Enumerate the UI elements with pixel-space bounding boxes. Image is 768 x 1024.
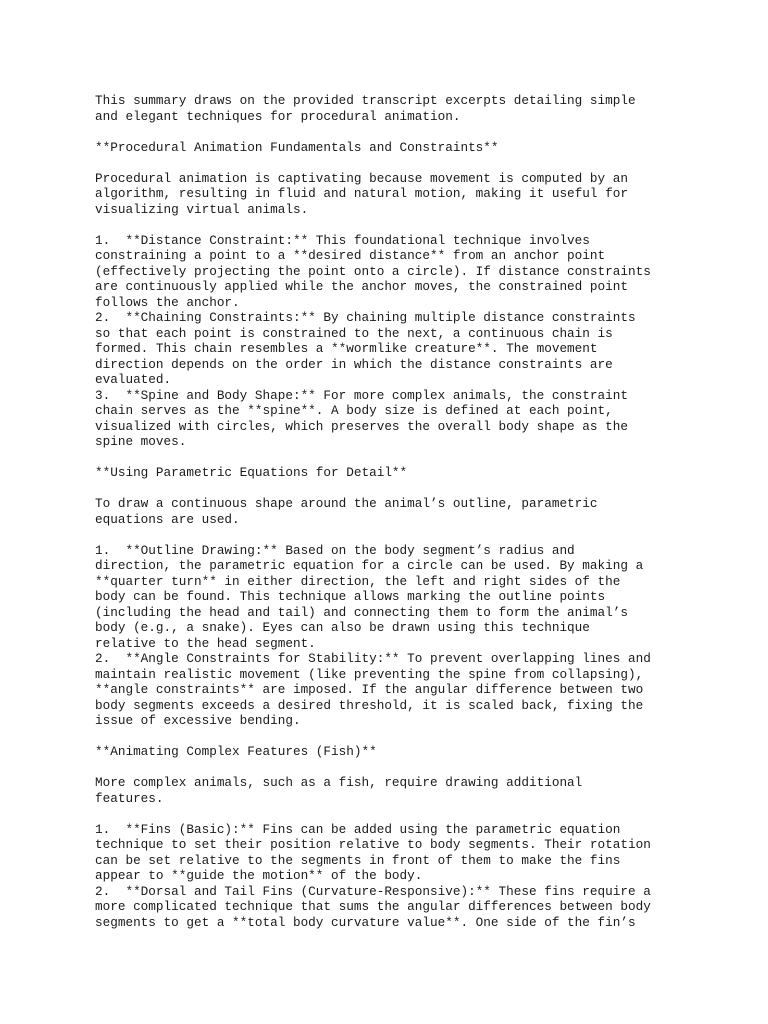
text-line: formed. This chain resembles a **wormlike creature**. The movement: [95, 341, 598, 356]
text-block: [95, 775, 695, 806]
text-line: are continuously applied while the anchor moves, the constrained point: [95, 279, 628, 294]
text-line: so that each point is constrained to the next, a continuous chain is: [95, 325, 613, 341]
text-line: (effectively projecting the point onto a circle). If distance constraints: [95, 263, 651, 279]
text-line: 2. **Angle Constraints for Stability:** To prevent overlapping lines and: [95, 651, 651, 666]
text-line: can be set relative to the segments in front of them to make the fins: [95, 852, 621, 868]
text-line: equations are used.: [95, 511, 240, 527]
text-block: [95, 140, 695, 156]
text-line: chain serves as the **spine**. A body size is defined at each point,: [95, 403, 613, 418]
text-line: 1. **Outline Drawing:** Based on the body segment’s radius and: [95, 542, 575, 558]
paragraph-gap: [95, 806, 695, 822]
text-block: [95, 93, 695, 124]
text-line: (including the head and tail) and connecting them to form the animal’s: [95, 604, 628, 620]
text-block: [95, 822, 695, 931]
text-line: spine moves.: [95, 434, 187, 449]
text-line: body segments exceeds a desired threshold, it is scaled back, fixing the: [95, 697, 644, 713]
text-line: features.: [95, 790, 164, 806]
text-line: and elegant techniques for procedural animation.: [95, 108, 461, 124]
text-line: To draw a continuous shape around the animal’s outline, parametric: [95, 496, 598, 511]
text-line: **Animating Complex Features (Fish)**: [95, 744, 377, 759]
paragraph-gap: [95, 155, 695, 171]
text-line: **angle constraints** are imposed. If the angular difference between two: [95, 682, 644, 697]
text-block: [95, 496, 695, 527]
text-line: body can be found. This technique allows marking the outline points: [95, 589, 606, 604]
paragraph-gap: [95, 481, 695, 497]
text-line: direction depends on the order in which the distance constraints are: [95, 356, 613, 372]
text-line: more complicated technique that sums the angular differences between body: [95, 899, 651, 914]
text-line: direction, the parametric equation for a circle can be used. By making a: [95, 558, 644, 573]
text-line: appear to **guide the motion** of the body.: [95, 868, 423, 883]
paragraph-gap: [95, 527, 695, 543]
text-line: constraining a point to a **desired distance** from an anchor point: [95, 248, 606, 263]
text-line: body (e.g., a snake). Eyes can also be drawn using this technique: [95, 620, 590, 635]
text-line: This summary draws on the provided transcript excerpts detailing simple: [95, 93, 636, 108]
text-line: More complex animals, such as a fish, require drawing additional: [95, 775, 583, 790]
text-line: evaluated.: [95, 372, 172, 387]
text-line: **Using Parametric Equations for Detail**: [95, 465, 408, 480]
paragraph-gap: [95, 760, 695, 776]
text-line: 3. **Spine and Body Shape:** For more complex animals, the constraint: [95, 387, 628, 403]
text-block: [95, 744, 695, 760]
text-line: technique to set their position relative to body segments. Their rotation: [95, 837, 651, 852]
text-block: [95, 233, 695, 450]
paragraph-gap: [95, 450, 695, 466]
text-line: maintain realistic movement (like preventing the spine from collapsing),: [95, 666, 644, 682]
text-line: 1. **Distance Constraint:** This foundational technique involves: [95, 232, 590, 248]
text-line: segments to get a **total body curvature value**. One side of the fin’s: [95, 914, 636, 930]
text-line: **Procedural Animation Fundamentals and Constraints**: [95, 139, 499, 155]
text-line: follows the anchor.: [95, 294, 240, 310]
paragraph-gap: [95, 217, 695, 233]
paragraph-gap: [95, 729, 695, 745]
text-block: [95, 465, 695, 481]
text-line: algorithm, resulting in fluid and natural motion, making it useful for: [95, 186, 628, 201]
text-line: 1. **Fins (Basic):** Fins can be added using the parametric equation: [95, 821, 621, 837]
text-block: [95, 171, 695, 218]
text-line: 2. **Chaining Constraints:** By chaining multiple distance constraints: [95, 310, 636, 325]
document-page: [95, 93, 695, 930]
text-line: **quarter turn** in either direction, the left and right sides of the: [95, 573, 621, 589]
paragraph-gap: [95, 124, 695, 140]
text-block: [95, 543, 695, 729]
text-line: relative to the head segment.: [95, 635, 316, 651]
text-line: Procedural animation is captivating because movement is computed by an: [95, 170, 628, 186]
text-line: issue of excessive bending.: [95, 713, 301, 728]
text-line: visualizing virtual animals.: [95, 201, 309, 217]
text-line: 2. **Dorsal and Tail Fins (Curvature-Responsive):** These fins require a: [95, 883, 651, 899]
text-line: visualized with circles, which preserves the overall body shape as the: [95, 418, 628, 434]
